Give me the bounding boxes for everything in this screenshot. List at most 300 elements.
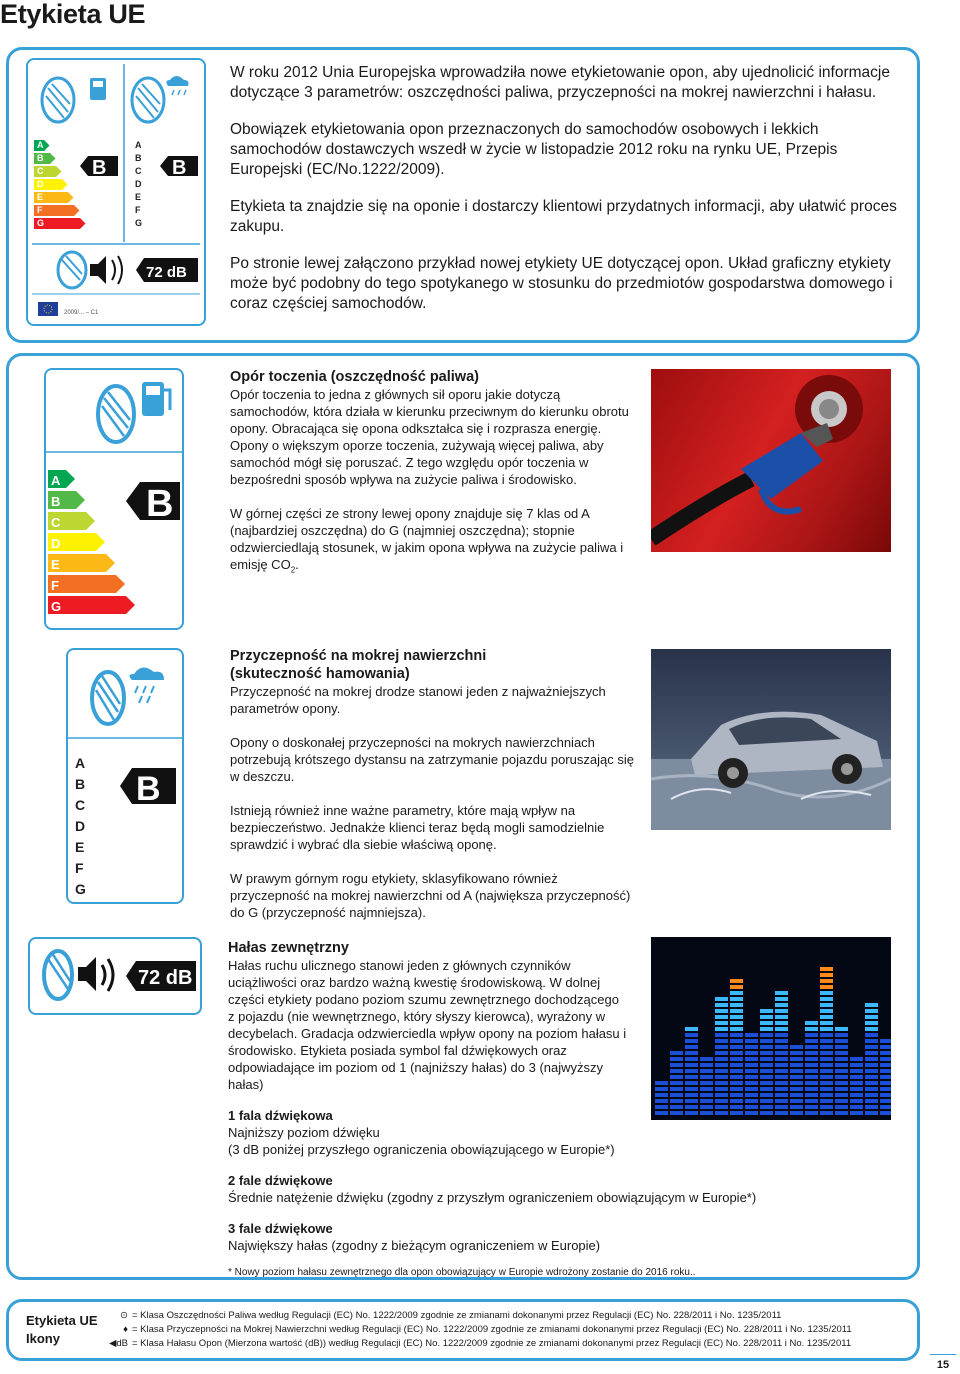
equalizer-segment <box>775 1111 788 1115</box>
section-title: Opór toczenia (oszczędność paliwa) <box>230 369 479 385</box>
wet-road-car-photo <box>651 649 891 830</box>
equalizer-segment <box>880 1039 891 1043</box>
equalizer-segment <box>760 1111 773 1115</box>
equalizer-segment <box>745 1099 758 1103</box>
fuel-nozzle-photo <box>651 369 891 552</box>
wet-road-car-illustration <box>651 649 891 830</box>
fuel-icon: ⊙ <box>120 1310 128 1321</box>
equalizer-segment <box>700 1111 713 1115</box>
fuel-rating-arrow <box>80 156 118 179</box>
equalizer-segment <box>805 1093 818 1097</box>
equalizer-segment <box>700 1105 713 1109</box>
scale-letter-f: F <box>75 860 84 876</box>
equalizer-segment <box>865 1003 878 1007</box>
equalizer-segment <box>730 1033 743 1037</box>
equalizer-segment <box>730 1087 743 1091</box>
equalizer-segment <box>670 1051 683 1055</box>
equalizer-segment <box>685 1069 698 1073</box>
equalizer-segment <box>820 973 833 977</box>
section-title: Przyczepność na mokrej nawierzchni <box>230 648 487 664</box>
tyre-fuel-icon <box>42 78 106 122</box>
wave-line: Największy hałas (zgodny z bieżącym ograniczeniem w Europie) <box>228 1238 601 1253</box>
equalizer-segment <box>865 1087 878 1091</box>
wave-title: 3 fale dźwiękowe <box>228 1221 333 1236</box>
tyre-icon <box>92 672 124 724</box>
equalizer-segment <box>670 1057 683 1061</box>
equalizer-segment <box>760 1069 773 1073</box>
equalizer-segment <box>685 1105 698 1109</box>
wet-rating-letter: B <box>136 770 161 808</box>
fuel-pump-icon <box>142 382 170 416</box>
equalizer-segment <box>820 1111 833 1115</box>
equalizer-segment <box>730 979 743 983</box>
equalizer-segment <box>715 1075 728 1079</box>
wet-grip-scale <box>75 755 86 897</box>
legend-item <box>104 1309 914 1323</box>
equalizer-segment <box>880 1093 891 1097</box>
equalizer-segment <box>820 1093 833 1097</box>
equalizer-segment <box>715 1015 728 1019</box>
scale-letter-e: E <box>37 192 44 202</box>
section-paragraph: W prawym górnym rogu etykiety, sklasyfikowano również przyczepność na mokrej nawierzchni od A (największa przyczepność) do G (przyczepność najmniejsza). <box>230 871 631 920</box>
equalizer-segment <box>670 1099 683 1103</box>
equalizer-segment <box>865 1009 878 1013</box>
wet-rating-arrow <box>120 768 176 808</box>
equalizer-segment <box>820 1033 833 1037</box>
equalizer-segment <box>700 1081 713 1085</box>
equalizer-segment <box>820 1063 833 1067</box>
equalizer-segment <box>760 1105 773 1109</box>
scale-letter-f: F <box>37 205 43 215</box>
equalizer-segment <box>715 1099 728 1103</box>
equalizer-segment <box>685 1081 698 1085</box>
rolling-resistance-section <box>230 368 630 579</box>
equalizer-segment <box>865 1033 878 1037</box>
equalizer-segment <box>670 1081 683 1085</box>
intro-paragraph: Obowiązek etykietowania opon przeznaczonych do samochodów osobowych i lekkich samochodów dostawczych wszedł w życie w listopadzie 2012 roku na rynku UE, Przepis Europejski (EC/No.1222/2009). <box>230 121 838 178</box>
equalizer-segment <box>880 1069 891 1073</box>
equalizer-segment <box>715 1063 728 1067</box>
scale-letter-f: F <box>51 578 59 593</box>
sound-equalizer-illustration <box>651 937 891 1120</box>
equalizer-segment <box>730 1009 743 1013</box>
tyre-icon <box>44 951 72 999</box>
equalizer-segment <box>745 1051 758 1055</box>
equalizer-segment <box>775 1075 788 1079</box>
equalizer-segment <box>865 1099 878 1103</box>
equalizer-segment <box>865 1105 878 1109</box>
equalizer-segment <box>805 1045 818 1049</box>
scale-letter-g: G <box>75 881 86 897</box>
equalizer-segment <box>745 1063 758 1067</box>
scale-letter-b: B <box>51 494 61 509</box>
equalizer-segment <box>775 1021 788 1025</box>
fuel-rating-letter: B <box>146 483 174 525</box>
legend-text: = Klasa Przyczepności na Mokrej Nawierzchni według Regulacji (EC) No. 1222/2009 zgodnie ze zmianami dokonanymi przez Regulacji (EC) No. 228/2011 i No. 1235/2011 <box>132 1324 852 1335</box>
equalizer-segment <box>730 997 743 1001</box>
equalizer-segment <box>685 1075 698 1079</box>
equalizer-segment <box>760 1039 773 1043</box>
equalizer-segment <box>730 1105 743 1109</box>
equalizer-segment <box>700 1087 713 1091</box>
equalizer-segment <box>685 1051 698 1055</box>
equalizer-segment <box>835 1111 848 1115</box>
equalizer-segment <box>805 1105 818 1109</box>
equalizer-segment <box>835 1039 848 1043</box>
equalizer-segment <box>805 1039 818 1043</box>
intro-paragraph: Po stronie lewej załączono przykład nowej etykiety UE dotyczącej opon. Układ graficzny etykiety może być podobny do tego spotykanego w stosunku do przedmiotów gospodarstwa domowego i coraz częściej samochodów. <box>230 255 893 312</box>
equalizer-segment <box>820 1075 833 1079</box>
equalizer-segment <box>865 1075 878 1079</box>
equalizer-segment <box>880 1081 891 1085</box>
equalizer-segment <box>835 1099 848 1103</box>
fuel-nozzle-illustration <box>651 369 891 552</box>
equalizer-segment <box>745 1045 758 1049</box>
equalizer-segment <box>760 1009 773 1013</box>
equalizer-segment <box>880 1057 891 1061</box>
equalizer-segment <box>655 1081 668 1085</box>
equalizer-segment <box>700 1099 713 1103</box>
wave-title: 2 fale dźwiękowe <box>228 1173 333 1188</box>
equalizer-segment <box>820 1087 833 1091</box>
equalizer-segment <box>775 997 788 1001</box>
equalizer-segment <box>775 1069 788 1073</box>
equalizer-segment <box>805 1111 818 1115</box>
icons-legend-title <box>26 1312 98 1348</box>
scale-letter-e: E <box>51 557 60 572</box>
equalizer-segment <box>760 1063 773 1067</box>
equalizer-segment <box>655 1087 668 1091</box>
equalizer-segment <box>715 1021 728 1025</box>
equalizer-segment <box>760 1093 773 1097</box>
scale-letter-g: G <box>37 218 45 228</box>
equalizer-segment <box>865 1081 878 1085</box>
equalizer-segment <box>790 1075 803 1079</box>
noise-label-graphic <box>30 939 200 1013</box>
equalizer-segment <box>745 1081 758 1085</box>
equalizer-segment <box>700 1063 713 1067</box>
equalizer-segment <box>880 1111 891 1115</box>
equalizer-segment <box>775 1009 788 1013</box>
equalizer-segment <box>685 1057 698 1061</box>
equalizer-segment <box>820 1015 833 1019</box>
rain-cloud-icon <box>129 667 164 703</box>
regulation-code: 2009/... – C1 <box>64 310 99 316</box>
equalizer-segment <box>715 1105 728 1109</box>
equalizer-segment <box>790 1045 803 1049</box>
equalizer-segment <box>760 1051 773 1055</box>
equalizer-segment <box>865 1027 878 1031</box>
equalizer-segment <box>760 1045 773 1049</box>
equalizer-segment <box>775 1045 788 1049</box>
equalizer-segment <box>790 1051 803 1055</box>
equalizer-segment <box>820 1099 833 1103</box>
equalizer-segment <box>655 1111 668 1115</box>
equalizer-segment <box>685 1045 698 1049</box>
equalizer-segment <box>865 1063 878 1067</box>
equalizer-segment <box>745 1075 758 1079</box>
equalizer-segment <box>775 1027 788 1031</box>
equalizer-segment <box>670 1087 683 1091</box>
equalizer-segment <box>760 1033 773 1037</box>
scale-letter-e: E <box>135 192 142 202</box>
equalizer-segment <box>730 985 743 989</box>
equalizer-segment <box>820 1045 833 1049</box>
wave-line: Najniższy poziom dźwięku <box>228 1125 380 1140</box>
legend-item <box>104 1337 914 1351</box>
equalizer-segment <box>685 1111 698 1115</box>
wet-grip-icon: ♦ <box>123 1324 128 1335</box>
noise-value-arrow <box>136 258 198 282</box>
equalizer-segment <box>850 1093 863 1097</box>
equalizer-segment <box>715 1027 728 1031</box>
equalizer-segment <box>865 1057 878 1061</box>
legend-item <box>104 1323 914 1337</box>
equalizer-segment <box>820 1105 833 1109</box>
equalizer-segment <box>685 1087 698 1091</box>
equalizer-segment <box>820 1003 833 1007</box>
equalizer-segment <box>835 1057 848 1061</box>
equalizer-segment <box>835 1105 848 1109</box>
equalizer-segment <box>820 997 833 1001</box>
sound-equalizer-photo <box>651 937 891 1120</box>
equalizer-segment <box>790 1057 803 1061</box>
equalizer-segment <box>835 1087 848 1091</box>
equalizer-segment <box>850 1087 863 1091</box>
equalizer-segment <box>715 1003 728 1007</box>
noise-value-text: 72 dB <box>146 264 187 281</box>
section-title: Hałas zewnętrzny <box>228 940 349 956</box>
equalizer-segment <box>715 997 728 1001</box>
equalizer-segment <box>670 1063 683 1067</box>
scale-letter-g: G <box>135 218 143 228</box>
equalizer-segment <box>730 1051 743 1055</box>
equalizer-segment <box>730 1039 743 1043</box>
equalizer-segment <box>655 1093 668 1097</box>
intro-paragraph: W roku 2012 Unia Europejska wprowadziła nowe etykietowanie opon, aby ujednolicić informacje dotyczące 3 parametrów: oszczędności paliwa, przyczepności na mokrej nawierzchni i hałasu. <box>230 64 890 101</box>
scale-letter-b: B <box>75 776 86 792</box>
fuel-rating-letter: B <box>92 157 107 179</box>
equalizer-segment <box>820 967 833 971</box>
equalizer-segment <box>835 1051 848 1055</box>
equalizer-segment <box>760 1015 773 1019</box>
equalizer-segment <box>790 1105 803 1109</box>
footnote: * Nowy poziom hałasu zewnętrznego dla opon obowiązujący w Europie wdrożony zostanie do 2016 roku.. <box>228 1267 696 1278</box>
equalizer-segment <box>730 991 743 995</box>
equalizer-segment <box>775 1105 788 1109</box>
equalizer-segment <box>715 1087 728 1091</box>
equalizer-segment <box>715 1009 728 1013</box>
page-number: 15 <box>930 1354 956 1374</box>
equalizer-segment <box>685 1039 698 1043</box>
equalizer-segment <box>760 1087 773 1091</box>
fuel-label-detail <box>44 368 184 630</box>
section-paragraph: Opony o doskonałej przyczepności na mokrych nawierzchniach potrzebują krótszego dystansu na zatrzymanie pojazdu poruszając się w deszczu. <box>230 735 634 784</box>
equalizer-segment <box>835 1033 848 1037</box>
equalizer-segment <box>820 991 833 995</box>
equalizer-segment <box>835 1081 848 1085</box>
equalizer-segment <box>805 1021 818 1025</box>
equalizer-segment <box>880 1099 891 1103</box>
equalizer-segment <box>805 1027 818 1031</box>
wet-grip-section <box>230 647 640 921</box>
equalizer-segment <box>865 1045 878 1049</box>
equalizer-segment <box>685 1063 698 1067</box>
equalizer-segment <box>865 1111 878 1115</box>
equalizer-segment <box>730 1045 743 1049</box>
equalizer-segment <box>715 1081 728 1085</box>
fuel-efficiency-scale <box>48 470 135 614</box>
equalizer-segment <box>775 1093 788 1097</box>
equalizer-segment <box>865 1039 878 1043</box>
scale-letter-a: A <box>51 473 61 488</box>
legend-text: = Klasa Hałasu Opon (Mierzona wartość (dB)) według Regulacji (EC) No. 1222/2009 zgodnie ze zmianami dokonanymi przez Regulacji (EC) No. 228/2011 i No. 1235/2011 <box>132 1338 852 1349</box>
equalizer-segment <box>880 1075 891 1079</box>
page-title: Etykieta UE <box>0 0 146 29</box>
scale-letter-f: F <box>135 205 141 215</box>
equalizer-segment <box>850 1111 863 1115</box>
equalizer-segment <box>745 1111 758 1115</box>
equalizer-segment <box>850 1057 863 1061</box>
legend-text: = Klasa Oszczędności Paliwa według Regulacji (EC) No. 1222/2009 zgodnie ze zmianami dokonanymi przez Regulacji (EC) No. 228/2011 i No. 1235/2011 <box>132 1310 782 1321</box>
equalizer-segment <box>670 1105 683 1109</box>
equalizer-segment <box>850 1099 863 1103</box>
equalizer-segment <box>820 1057 833 1061</box>
noise-label-detail <box>28 937 202 1015</box>
equalizer-segment <box>715 1051 728 1055</box>
equalizer-segment <box>745 1093 758 1097</box>
intro-text <box>230 63 900 331</box>
equalizer-segment <box>850 1069 863 1073</box>
equalizer-segment <box>820 1027 833 1031</box>
equalizer-segment <box>715 1093 728 1097</box>
wet-grip-scale <box>135 140 142 228</box>
equalizer-segment <box>775 1099 788 1103</box>
scale-letter-d: D <box>75 818 86 834</box>
equalizer-segment <box>790 1093 803 1097</box>
equalizer-segment <box>805 1069 818 1073</box>
equalizer-segment <box>745 1033 758 1037</box>
wet-rating-letter: B <box>172 157 187 179</box>
scale-letter-c: C <box>75 797 86 813</box>
equalizer-segment <box>850 1081 863 1085</box>
legend-title-line: Ikony <box>26 1331 60 1346</box>
section-paragraph: W górnej części ze strony lewej opony znajduje się 7 klas od A (najbardziej oszczędna) do G (najmniej oszczędna); stopnie odzwierciedlają stosunek, w jakim opona wpływa na zużycie paliwa i emisję $CO_2$. <box>230 506 624 575</box>
tyre-icon <box>98 386 134 442</box>
equalizer-segment <box>730 1063 743 1067</box>
equalizer-segment <box>685 1033 698 1037</box>
equalizer-segment <box>820 1021 833 1025</box>
equalizer-segment <box>820 1009 833 1013</box>
equalizer-segment <box>730 1021 743 1025</box>
equalizer-segment <box>775 1087 788 1091</box>
equalizer-segment <box>865 1051 878 1055</box>
legend-title-line: Etykieta UE <box>26 1313 98 1328</box>
scale-letter-a: A <box>135 140 142 150</box>
equalizer-segment <box>880 1045 891 1049</box>
equalizer-segment <box>820 1069 833 1073</box>
fuel-label-graphic <box>46 370 182 628</box>
wave-title: 1 fala dźwiękowa <box>228 1108 333 1123</box>
equalizer-segment <box>745 1057 758 1061</box>
equalizer-segment <box>820 985 833 989</box>
scale-letter-a: A <box>37 140 44 150</box>
scale-letter-d: D <box>51 536 61 551</box>
equalizer-segment <box>655 1099 668 1103</box>
equalizer-segment <box>790 1099 803 1103</box>
equalizer-segment <box>775 991 788 995</box>
eu-tyre-label <box>26 58 206 326</box>
equalizer-segment <box>670 1093 683 1097</box>
equalizer-segment <box>760 1027 773 1031</box>
equalizer-segment <box>805 1075 818 1079</box>
equalizer-segment <box>760 1075 773 1079</box>
scale-letter-b: B <box>37 153 44 163</box>
equalizer-segment <box>805 1063 818 1067</box>
equalizer-segment <box>775 1015 788 1019</box>
equalizer-segment <box>745 1105 758 1109</box>
equalizer-segment <box>805 1099 818 1103</box>
equalizer-segment <box>790 1087 803 1091</box>
section-subtitle: (skuteczność hamowania) <box>230 666 410 682</box>
equalizer-segment <box>820 1081 833 1085</box>
equalizer-segment <box>730 1081 743 1085</box>
equalizer-segment <box>700 1093 713 1097</box>
equalizer-segment <box>775 1051 788 1055</box>
equalizer-segment <box>790 1069 803 1073</box>
equalizer-segment <box>745 1039 758 1043</box>
equalizer-segment <box>820 1051 833 1055</box>
equalizer-segment <box>730 1075 743 1079</box>
wet-label-graphic <box>68 650 182 902</box>
section-paragraph: Hałas ruchu ulicznego stanowi jeden z głównych czynników uciążliwości oraz bardzo ważną kwestię środowiskową. W dolnej części etykiety podano poziom szumu zewnętrznego dochodzącego z pojazdu (nie wewnętrznego, który słyszy kierowca), wyrażony w decybelach. Gradacja odzwierciedla wpływ opony na poziom hałasu i środowisko. Etykieta posiada symbol fal dźwiękowych oraz odpowiadające im poziom od 1 (najniższy hałas) do 3 (najwyższy hałas) <box>228 958 627 1092</box>
equalizer-segment <box>850 1105 863 1109</box>
equalizer-segment <box>655 1105 668 1109</box>
scale-letter-d: D <box>135 179 142 189</box>
equalizer-segment <box>760 1099 773 1103</box>
noise-tyre-icon <box>58 252 122 288</box>
equalizer-segment <box>730 1003 743 1007</box>
fuel-efficiency-scale <box>34 140 86 229</box>
wave-line: (3 dB poniżej przyszłego ograniczenia obowiązującego w Europie*) <box>228 1142 615 1157</box>
equalizer-segment <box>835 1027 848 1031</box>
equalizer-segment <box>775 1063 788 1067</box>
intro-paragraph: Etykieta ta znajdzie się na oponie i dostarczy klientowi przydatnych informacji, aby ułatwić proces zakupu. <box>230 198 897 235</box>
section-paragraph: Opór toczenia to jedna z głównych sił oporu jakie dotyczą samochodów, która działa w kierunku przeciwnym do kierunku obrotu opony. Obracająca się opona odkształca się i rozprasza energię. Opony o większym oporze toczenia, zużywają więcej paliwa, aby samochód mógł się poruszać. Z tego względu opór toczenia w bezpośredni sposób wpływa na zużycie paliwa i środowisko. <box>230 387 629 487</box>
section-paragraph: Istnieją również inne ważne parametry, które mają wpływ na bezpieczeństwo. Jednakże klienci teraz będą mogli samodzielnie sprawdzić i wybrać dla siebie właściwą oponę. <box>230 803 605 852</box>
equalizer-segment <box>715 1057 728 1061</box>
equalizer-segment <box>745 1087 758 1091</box>
equalizer-segment <box>715 1039 728 1043</box>
equalizer-segment <box>880 1087 891 1091</box>
equalizer-segment <box>775 1033 788 1037</box>
equalizer-segment <box>670 1075 683 1079</box>
equalizer-segment <box>730 1027 743 1031</box>
equalizer-segment <box>820 979 833 983</box>
equalizer-segment <box>730 1093 743 1097</box>
equalizer-segment <box>790 1081 803 1085</box>
equalizer-segment <box>685 1099 698 1103</box>
noise-icon: ◀dB <box>109 1338 128 1349</box>
scale-letter-a: A <box>75 755 86 771</box>
equalizer-segment <box>745 1069 758 1073</box>
scale-letter-b: B <box>135 153 142 163</box>
tyre-rain-icon <box>132 76 189 122</box>
equalizer-segment <box>805 1057 818 1061</box>
equalizer-segment <box>715 1069 728 1073</box>
equalizer-segment <box>880 1105 891 1109</box>
scale-letter-g: G <box>51 599 62 614</box>
